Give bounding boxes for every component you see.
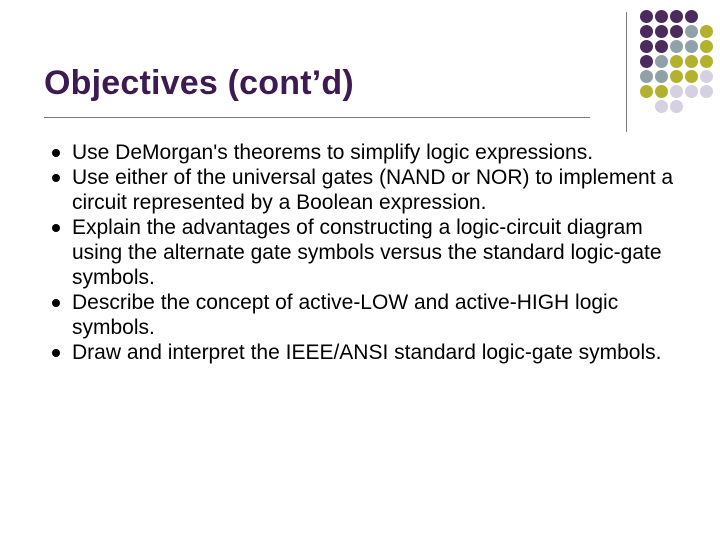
- decorative-dot: [700, 70, 713, 83]
- bullet-text: Explain the advantages of constructing a logic-circuit diagram using the alternate gate symbols versus the standard logic-gate symbols.: [72, 216, 662, 289]
- bullet-item: [52, 140, 692, 165]
- bullet-item: [52, 290, 692, 340]
- decorative-dot: [685, 55, 698, 68]
- decorative-dot: [640, 70, 653, 83]
- decorative-dot: [655, 25, 668, 38]
- decorative-dot: [670, 10, 683, 23]
- decorative-dot: [685, 85, 698, 98]
- decorative-dot-grid: [640, 10, 720, 110]
- decorative-dot: [700, 85, 713, 98]
- bullet-text: Use DeMorgan's theorems to simplify logic expressions.: [72, 141, 594, 164]
- bullet-item: [52, 165, 692, 215]
- decorative-dot: [655, 10, 668, 23]
- bullet-text: Use either of the universal gates (NAND or NOR) to implement a circuit represented by a Boolean expression.: [72, 166, 674, 214]
- decorative-dot: [685, 25, 698, 38]
- decorative-dot: [700, 40, 713, 53]
- title-divider: [44, 117, 590, 118]
- decorative-dot: [640, 25, 653, 38]
- decorative-dot: [640, 40, 653, 53]
- decorative-dot: [670, 55, 683, 68]
- decorative-dot: [655, 85, 668, 98]
- decorative-dot: [655, 55, 668, 68]
- bullet-icon: [52, 174, 60, 182]
- bullet-icon: [52, 349, 60, 357]
- bullet-icon: [52, 149, 60, 157]
- bullet-item: [52, 340, 692, 365]
- bullet-item: [52, 215, 692, 290]
- decorative-dot: [655, 40, 668, 53]
- bullet-icon: [52, 224, 60, 232]
- bullet-list: [52, 140, 692, 365]
- decorative-dot: [670, 100, 683, 113]
- decorative-dot: [640, 85, 653, 98]
- decorative-dot: [685, 70, 698, 83]
- bullet-icon: [52, 299, 60, 307]
- decorative-dot: [670, 70, 683, 83]
- slide-title: Objectives (cont’d): [44, 64, 354, 102]
- decorative-dot: [640, 55, 653, 68]
- decorative-dot: [670, 25, 683, 38]
- decorative-dot: [670, 40, 683, 53]
- decorative-dot: [655, 70, 668, 83]
- decorative-dot: [700, 25, 713, 38]
- decorative-dot: [685, 40, 698, 53]
- decorative-dot: [640, 10, 653, 23]
- decorative-dot: [670, 85, 683, 98]
- decorative-dot: [685, 10, 698, 23]
- decorative-dot: [700, 55, 713, 68]
- decorative-dot: [655, 100, 668, 113]
- bullet-text: Draw and interpret the IEEE/ANSI standard logic-gate symbols.: [72, 341, 662, 364]
- bullet-text: Describe the concept of active-LOW and active-HIGH logic symbols.: [72, 291, 619, 339]
- vertical-divider: [626, 12, 627, 132]
